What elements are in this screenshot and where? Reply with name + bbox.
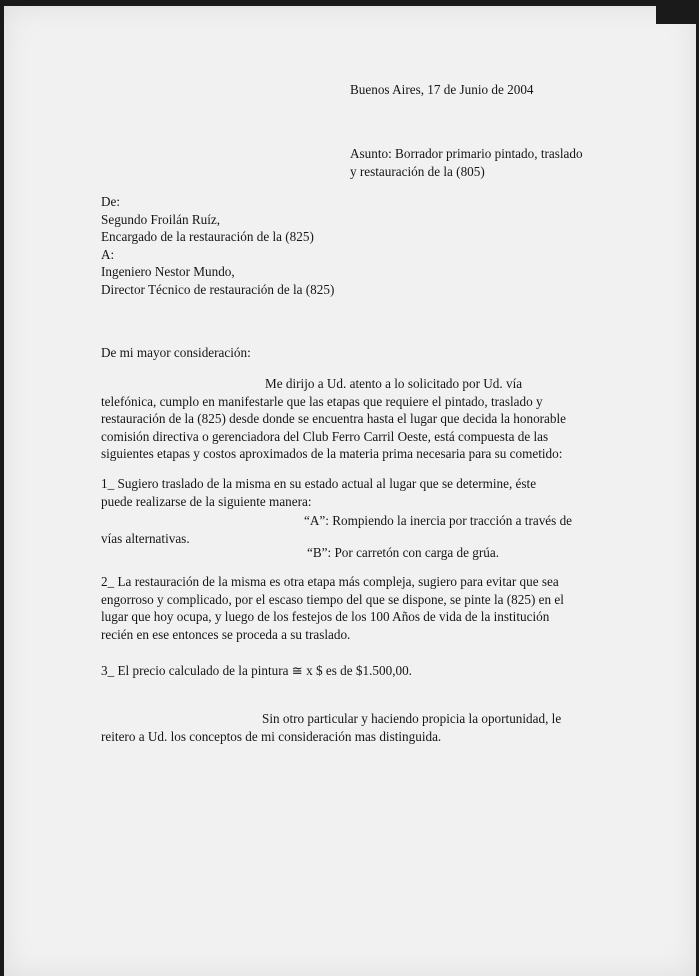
item-2	[101, 573, 564, 643]
from-role: Encargado de la restauración de la (825)	[101, 229, 314, 245]
closing-line: Sin otro particular y haciendo propicia la oportunidad, le	[262, 711, 562, 726]
item-2-line: lugar que hoy ocupa, y luego de los festejos de los 100 Años de vida de la institución	[101, 609, 550, 625]
greeting: De mi mayor consideración:	[101, 345, 251, 360]
intro-line: comisión directiva o gerenciadora del Club Ferro Carril Oeste, está compuesta de las	[101, 428, 549, 444]
letter-subject	[350, 145, 583, 180]
intro-paragraph	[101, 375, 566, 463]
letter-page	[4, 6, 696, 976]
from-label: De:	[101, 194, 121, 209]
closing-line: reitero a Ud. los conceptos de mi consideración mas distinguida.	[101, 728, 442, 744]
scan-corner	[656, 6, 696, 24]
intro-line: restauración de la (825) desde donde se encuentra hasta el lugar que decida la honorable	[101, 411, 567, 427]
subject-line-2: y restauración de la (805)	[350, 163, 485, 179]
intro-line: siguientes etapas y costos aproximados de la materia prima necesaria para su cometido:	[101, 446, 563, 462]
to-role: Director Técnico de restauración de la (825)	[101, 281, 335, 297]
option-a-line-2: vías alternativas.	[101, 531, 190, 546]
item-1	[101, 475, 536, 510]
to-name: Ingeniero Nestor Mundo,	[101, 264, 235, 280]
to-label: A:	[101, 246, 115, 262]
from-name: Segundo Froilán Ruíz,	[101, 211, 221, 227]
subject-line-1: Asunto: Borrador primario pintado, traslado	[350, 146, 583, 161]
item-3: 3_ El precio calculado de la pintura ≅ x $ es de $1.500,00.	[101, 663, 412, 678]
item-2-line: 2_ La restauración de la misma es otra etapa más compleja, sugiero para evitar que sea	[101, 574, 559, 589]
intro-line: telefónica, cumplo en manifestarle que las etapas que requiere el pintado, traslado y	[101, 393, 543, 409]
option-a-line-1: “A”: Rompiendo la inercia por tracción a través de	[304, 513, 573, 528]
item-2-line: engorroso y complicado, por el escaso tiempo del que se dispone, se pinte la (825) en el	[101, 591, 564, 607]
item-2-line: recién en ese entonces se proceda a su traslado.	[101, 626, 351, 642]
option-b: “B”: Por carretón con carga de grúa.	[307, 545, 499, 560]
item-1-line: 1_ Sugiero traslado de la misma en su estado actual al lugar que se determine, éste	[101, 476, 537, 491]
closing-paragraph	[101, 710, 561, 745]
letter-date: Buenos Aires, 17 de Junio de 2004	[350, 82, 534, 97]
item-1-line: puede realizarse de la siguiente manera:	[101, 493, 312, 509]
intro-line: Me dirijo a Ud. atento a lo solicitado por Ud. vía	[265, 376, 523, 391]
letter-parties	[101, 193, 334, 299]
